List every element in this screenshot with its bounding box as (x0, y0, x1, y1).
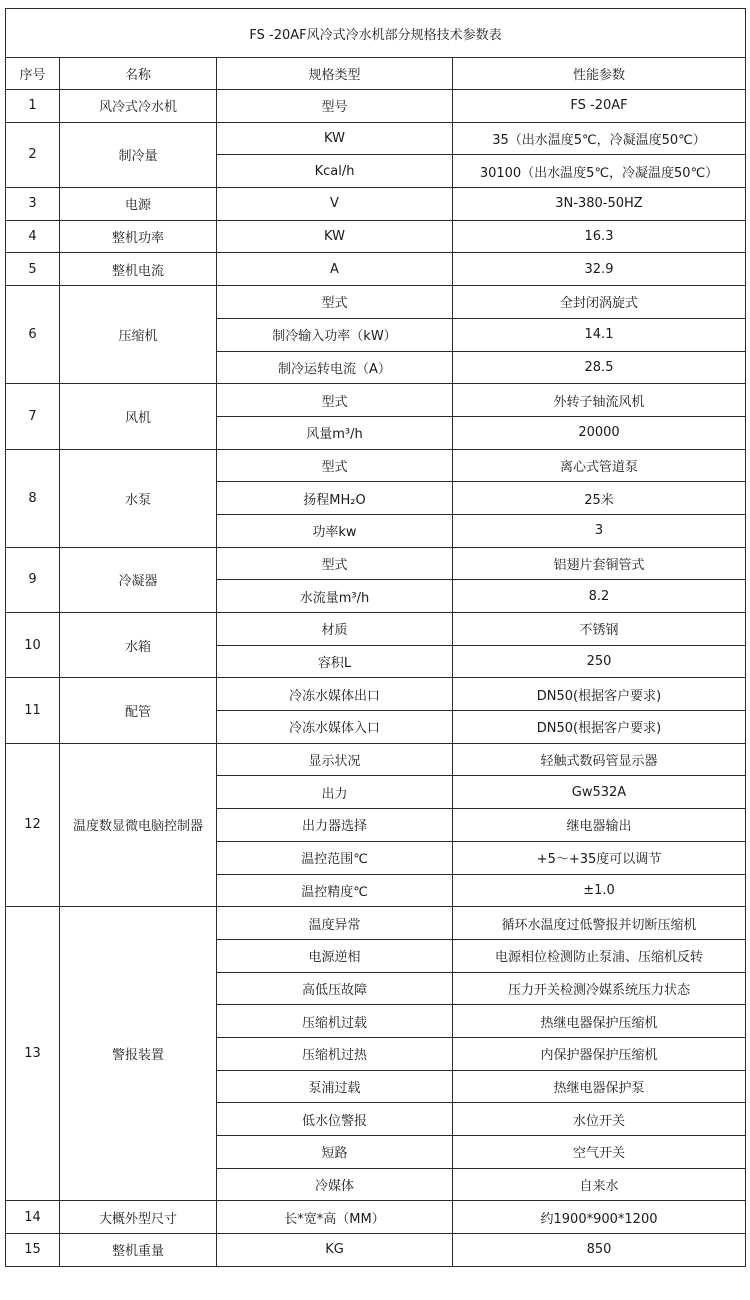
spec-type: 制冷运转电流（A） (217, 351, 453, 384)
performance-value: 水位开关 (453, 1103, 746, 1136)
spec-table (5, 8, 746, 1267)
item-name: 大概外型尺寸 (60, 1201, 217, 1234)
performance-value: 铝翅片套铜管式 (453, 547, 746, 580)
item-name: 配管 (60, 678, 217, 743)
table-row (6, 286, 746, 319)
spec-type: KW (217, 220, 453, 253)
performance-value: 循环水温度过低警报并切断压缩机 (453, 907, 746, 940)
performance-value: 250 (453, 645, 746, 678)
performance-value: FS -20AF (453, 90, 746, 123)
table-row (6, 384, 746, 417)
row-number: 5 (6, 253, 60, 286)
table-row (6, 743, 746, 776)
performance-value: 压力开关检测冷媒系统压力状态 (453, 972, 746, 1005)
spec-type: 水流量m³/h (217, 580, 453, 613)
table-row (6, 547, 746, 580)
row-number: 1 (6, 90, 60, 123)
spec-type: 长*宽*高（MM） (217, 1201, 453, 1234)
spec-type: 温控精度℃ (217, 874, 453, 907)
performance-value: 3N-380-50HZ (453, 188, 746, 221)
table-row (6, 1201, 746, 1234)
spec-type: 材质 (217, 613, 453, 646)
item-name: 冷凝器 (60, 547, 217, 612)
spec-type: Kcal/h (217, 155, 453, 188)
performance-value: 继电器输出 (453, 809, 746, 842)
spec-type: KG (217, 1234, 453, 1267)
header-row (6, 58, 746, 90)
performance-value: 16.3 (453, 220, 746, 253)
spec-type: 功率kw (217, 514, 453, 547)
row-number: 8 (6, 449, 60, 547)
performance-value: 8.2 (453, 580, 746, 613)
table-row (6, 449, 746, 482)
performance-value: 热继电器保护压缩机 (453, 1005, 746, 1038)
item-name: 风冷式冷水机 (60, 90, 217, 123)
item-name: 压缩机 (60, 286, 217, 384)
performance-value: 850 (453, 1234, 746, 1267)
performance-value: 约1900*900*1200 (453, 1201, 746, 1234)
performance-value: 外转子轴流风机 (453, 384, 746, 417)
spec-type: 显示状况 (217, 743, 453, 776)
performance-value: 35（出水温度5℃，冷凝温度50℃） (453, 122, 746, 155)
table-row (6, 253, 746, 286)
item-name: 整机重量 (60, 1234, 217, 1267)
row-number: 10 (6, 613, 60, 678)
spec-type: 高低压故障 (217, 972, 453, 1005)
spec-type: 制冷输入功率（kW） (217, 318, 453, 351)
spec-type: V (217, 188, 453, 221)
table-row (6, 678, 746, 711)
table-row (6, 122, 746, 155)
item-name: 风机 (60, 384, 217, 449)
spec-type: 容积L (217, 645, 453, 678)
spec-sheet (5, 8, 746, 1267)
performance-value: 空气开关 (453, 1136, 746, 1169)
row-number: 6 (6, 286, 60, 384)
table-title: FS -20AF风冷式冷水机部分规格技术参数表 (6, 9, 746, 58)
item-name: 温度数显微电脑控制器 (60, 743, 217, 906)
performance-value: Gw532A (453, 776, 746, 809)
row-number: 15 (6, 1234, 60, 1267)
performance-value: 不锈钢 (453, 613, 746, 646)
row-number: 14 (6, 1201, 60, 1234)
spec-type: A (217, 253, 453, 286)
item-name: 水箱 (60, 613, 217, 678)
spec-type: 短路 (217, 1136, 453, 1169)
table-row (6, 188, 746, 221)
table-row (6, 1234, 746, 1267)
spec-type: 型式 (217, 384, 453, 417)
table-row (6, 613, 746, 646)
spec-type: 电源逆相 (217, 939, 453, 972)
spec-type: 温度异常 (217, 907, 453, 940)
row-number: 11 (6, 678, 60, 743)
header-no: 序号 (6, 58, 60, 90)
performance-value: 自来水 (453, 1168, 746, 1201)
spec-type: 出力 (217, 776, 453, 809)
spec-type: 型式 (217, 449, 453, 482)
row-number: 4 (6, 220, 60, 253)
row-number: 13 (6, 907, 60, 1201)
performance-value: 32.9 (453, 253, 746, 286)
table-row (6, 907, 746, 940)
performance-value: 25米 (453, 482, 746, 515)
spec-type: 压缩机过热 (217, 1037, 453, 1070)
item-name: 整机电流 (60, 253, 217, 286)
spec-type: 低水位警报 (217, 1103, 453, 1136)
spec-type: 型式 (217, 286, 453, 319)
performance-value: 20000 (453, 416, 746, 449)
table-row (6, 90, 746, 123)
spec-type: 出力器选择 (217, 809, 453, 842)
item-name: 水泵 (60, 449, 217, 547)
performance-value: 热继电器保护泵 (453, 1070, 746, 1103)
performance-value: 30100（出水温度5℃，冷凝温度50℃） (453, 155, 746, 188)
spec-type: 风量m³/h (217, 416, 453, 449)
table-row (6, 220, 746, 253)
performance-value: 14.1 (453, 318, 746, 351)
performance-value: 轻触式数码管显示器 (453, 743, 746, 776)
row-number: 2 (6, 122, 60, 187)
spec-type: 型号 (217, 90, 453, 123)
row-number: 9 (6, 547, 60, 612)
item-name: 警报装置 (60, 907, 217, 1201)
spec-type: 温控范围℃ (217, 841, 453, 874)
spec-type: 冷冻水媒体出口 (217, 678, 453, 711)
row-number: 7 (6, 384, 60, 449)
spec-type: 扬程MH₂O (217, 482, 453, 515)
spec-type: KW (217, 122, 453, 155)
performance-value: 离心式管道泵 (453, 449, 746, 482)
performance-value: 28.5 (453, 351, 746, 384)
performance-value: 全封闭涡旋式 (453, 286, 746, 319)
item-name: 整机功率 (60, 220, 217, 253)
spec-type: 冷媒体 (217, 1168, 453, 1201)
performance-value: DN50(根据客户要求) (453, 678, 746, 711)
performance-value: ±1.0 (453, 874, 746, 907)
performance-value: 电源相位检测防止泵浦、压缩机反转 (453, 939, 746, 972)
item-name: 电源 (60, 188, 217, 221)
header-name: 名称 (60, 58, 217, 90)
header-spec-type: 规格类型 (217, 58, 453, 90)
spec-type: 压缩机过载 (217, 1005, 453, 1038)
header-performance: 性能参数 (453, 58, 746, 90)
performance-value: +5～+35度可以调节 (453, 841, 746, 874)
spec-type: 冷冻水媒体入口 (217, 711, 453, 744)
row-number: 12 (6, 743, 60, 906)
performance-value: 内保护器保护压缩机 (453, 1037, 746, 1070)
spec-type: 型式 (217, 547, 453, 580)
spec-type: 泵浦过载 (217, 1070, 453, 1103)
row-number: 3 (6, 188, 60, 221)
performance-value: 3 (453, 514, 746, 547)
performance-value: DN50(根据客户要求) (453, 711, 746, 744)
item-name: 制冷量 (60, 122, 217, 187)
